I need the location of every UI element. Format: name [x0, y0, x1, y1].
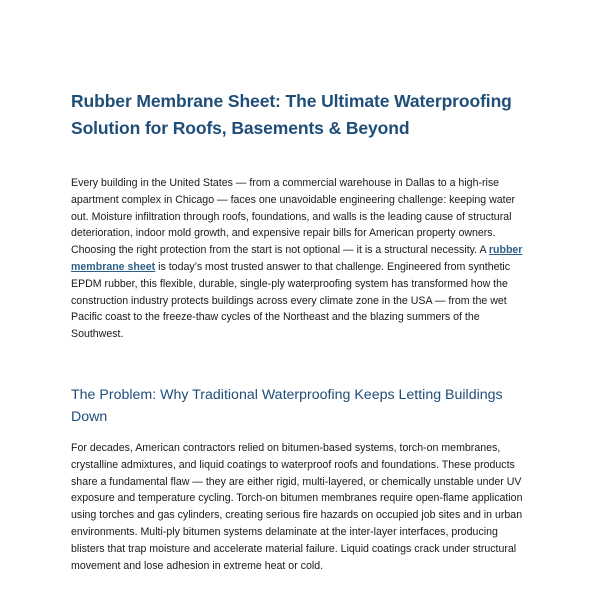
section-heading: The Problem: Why Traditional Waterproofing Keeps Letting Buildings Down	[71, 387, 503, 425]
intro-text-before-link: Every building in the United States — from a commercial warehouse in Dallas to a high-rise apartment complex in Chicago — faces one unavoidable engineering challenge: keeping water out. Moisture infiltration through roofs, foundations, and walls is the leading cause of structural deterioration, indoor mold growth, and expensive repair bills for American property owners. Choosing the right protection from the start is not optional — it is a structural necessity. A	[71, 177, 516, 257]
page-title: Rubber Membrane Sheet: The Ultimate Waterproofing Solution for Roofs, Basements & Beyond	[71, 91, 512, 138]
intro-text-after-link: is today’s most trusted answer to that challenge. Engineered from synthetic EPDM rubber, this flexible, durable, single-ply waterproofing system has transformed how the construction industry protects buildings across every climate zone in the USA — from the wet Pacific coast to the freeze-thaw cycles of the Northeast and the blazing summers of the Southwest.	[71, 260, 511, 341]
rubber-membrane-sheet-link[interactable]: rubber membrane sheet	[71, 244, 523, 273]
section-paragraph: For decades, American contractors relied on bitumen-based systems, torch-on membranes, crystalline admixtures, and liquid coatings to waterproof roofs and foundations. These products share a fundamental flaw — they are either rigid, multi-layered, or chemically unstable under UV exposure and temperature cycling. Torch-on bitumen membranes require open-flame application using torches and gas cylinders, creating serious fire hazards on occupied job sites and in urban environments. Multi-ply bitumen systems delaminate at the inter-layer interfaces, producing blisters that trap moisture and accelerate material failure. Liquid coatings crack under structural movement and lose adhesion in extreme heat or cold.	[71, 442, 523, 572]
intro-paragraph	[71, 175, 533, 343]
